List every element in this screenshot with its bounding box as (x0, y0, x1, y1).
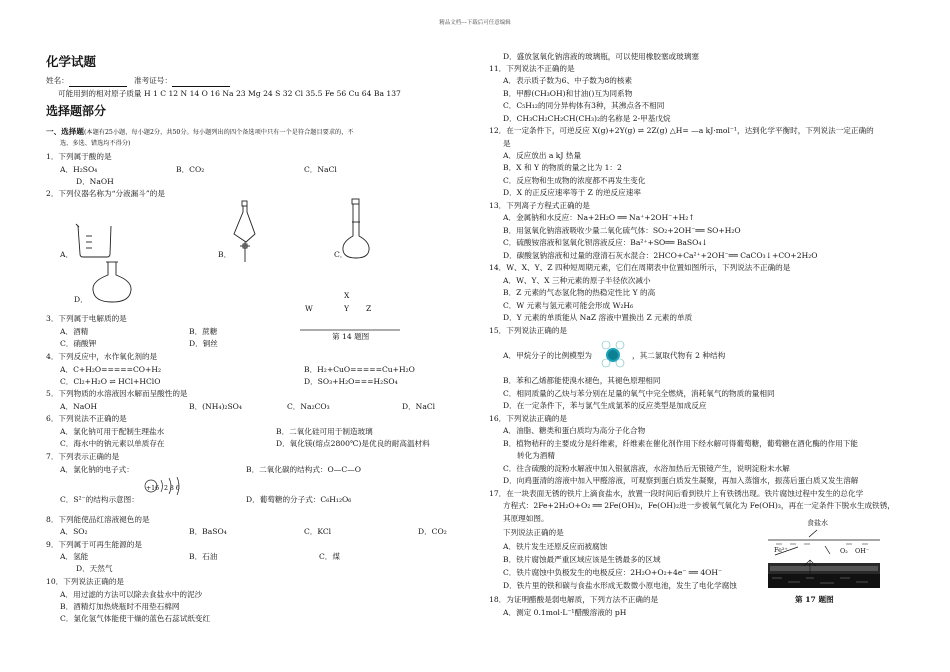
fig17-fe-label: Fe²⁺ (774, 546, 788, 554)
q9-option-d: D．天然气 (76, 564, 113, 573)
q3-stem: 3．下列属于电解质的是 (46, 314, 127, 323)
q14-option-b: B．Z 元素的气态氢化物的热稳定性比 Y 的高 (503, 288, 656, 297)
q1-stem: 1．下列属于酸的是 (46, 152, 112, 161)
q13-option-a: A．金属钠和水反应：Na+2H₂O ══ Na⁺+2OH⁻+H₂↑ (503, 213, 695, 222)
q14-option-a: A．W、Y、X 三种元素的原子半径依次减小 (503, 276, 651, 285)
fig17-o2-label: O₂ (840, 547, 848, 555)
volumetric-flask-icon (343, 199, 369, 258)
q17-option-d: D．铁片里的铁和碳与食盐水形成无数微小原电池，发生了电化学腐蚀 (503, 581, 737, 590)
q11-option-d: D．CH₃CH₂CH₂CH(CH₃)₂的名称是 2-甲基戊烷 (503, 114, 671, 123)
q2-option-a: A． (60, 250, 74, 259)
q2-option-b: B． (218, 250, 232, 259)
q6-stem: 6．下列说法不正确的是 (46, 414, 127, 423)
fig17-salt-label: 食盐水 (807, 519, 828, 527)
fig14-w: W (305, 304, 313, 313)
fig14-x: X (344, 291, 350, 300)
q17-line-3: 其原理如图。 (503, 514, 549, 523)
q3-option-d: D．铜丝 (189, 339, 218, 348)
q7-stem: 7．下列表示正确的是 (46, 452, 120, 461)
q8-option-d: D．CO₂ (418, 527, 447, 536)
q9-stem: 9．下列属于可再生能源的是 (46, 540, 142, 549)
q8-option-a: A．SO₂ (60, 527, 88, 536)
q2-option-c: C． (334, 250, 348, 259)
q9-option-c: C．煤 (319, 552, 340, 561)
q10-stem: 10．下列说法正确的是 (46, 577, 125, 586)
fig17-oh-label: OH⁻ (855, 547, 870, 555)
q15-option-c: C．相同质量的乙炔与苯分别在足量的氧气中完全燃烧，消耗氧气的物质的量相同 (503, 389, 775, 398)
q7-option-a: A．氯化钠的电子式： (60, 465, 134, 474)
fig14-caption: 第 14 题图 (332, 332, 370, 341)
q17-line-2: 方程式：2Fe+2H₂O+O₂ ══ 2Fe(OH)₂，Fe(OH)₂进一步被氧气氧化为 Fe(OH)₃，再在一定条件下脱水生成铁锈， (503, 501, 895, 510)
fig14-z: Z (366, 304, 372, 313)
q4-option-d: D．SO₃+H₂O===H₂SO₄ (304, 377, 398, 386)
q11-option-c: C．C₅H₁₂的同分异构体有3种，其沸点各不相同 (503, 101, 665, 110)
rust-diagram (768, 530, 880, 588)
header-note: 精品文档---下载后可任意编辑 (439, 20, 511, 26)
q17-option-a: A．铁片发生还原反应而被腐蚀 (503, 542, 608, 551)
q1-option-a: A．H₂SO₄ (60, 165, 98, 174)
q3-option-a: A．酒精 (60, 327, 89, 336)
q6-option-d: D．氧化镁(熔点2800℃)是优良的耐高温材料 (276, 439, 430, 448)
q17-stem: 下列说法正确的是 (503, 528, 564, 537)
round-bottom-flask-icon (93, 262, 131, 302)
q13-option-d: D．碳酸氢钠溶液和过量的澄清石灰水混合：2HCO+Ca²⁺+2OH⁻══ CaCO₃↓+CO+2H₂O (503, 251, 818, 260)
q8-stem: 8．下列能使品红溶液褪色的是 (46, 515, 150, 524)
q11-option-b: B．甲醇(CH₃OH)和甘油()互为同系物 (503, 89, 633, 98)
q18-option-a: A．测定 0.1mol·L⁻¹醋酸溶液的 pH (503, 608, 627, 617)
s2-structure-diagram (145, 477, 179, 495)
q7-option-b: B．二氧化碳的结构式：O—C—O (246, 465, 361, 474)
q12-option-c: C．反应物和生成物的浓度都不再发生变化 (503, 176, 646, 185)
q12-stem-cont: 是 (503, 139, 511, 148)
q5-option-a: A．NaOH (60, 402, 98, 411)
q5-option-c: C．Na₂CO₃ (287, 402, 330, 411)
methane-model-icon (602, 341, 624, 367)
q6-option-c: C．海水中的钠元素以单质存在 (60, 439, 165, 448)
left-figures (0, 0, 470, 672)
q7-option-d: D．葡萄糖的分子式：C₆H₁₂O₆ (246, 495, 352, 504)
q17-line-1: 17．在一块表面无锈的铁片上滴食盐水，放置一段时间后看到铁片上有铁锈出现。铁片腐蚀过程中发生的总化学 (489, 489, 864, 498)
q4-stem: 4．下列反应中，水作氧化剂的是 (46, 352, 158, 361)
q15-option-a-1: A．甲烷分子的比例模型为 (503, 351, 593, 360)
q8-option-c: C．KCl (304, 527, 332, 536)
ticket-label: 准考证号： (134, 76, 172, 85)
q11-stem: 11．下列说法不正确的是 (489, 64, 575, 73)
q5-option-d: D．NaCl (402, 402, 436, 411)
q3-option-c: C．硝酸钾 (60, 339, 97, 348)
q17-option-c: C．铁片腐蚀中负极发生的电极反应：2H₂O+O₂+4e⁻ ══ 4OH⁻ (503, 568, 723, 577)
fig17-caption: 第 17 题图 (795, 595, 834, 604)
name-label: 姓名： (46, 76, 69, 85)
q14-option-d: D．Y 元素的单质能从 NaZ 溶液中置换出 Z 元素的单质 (503, 313, 693, 322)
q16-stem: 16．下列说法正确的是 (489, 414, 568, 423)
q16-option-a: A．油脂、糖类和蛋白质均为高分子化合物 (503, 426, 646, 435)
q16-option-d: D．向鸡蛋清的溶液中加入甲醛溶液，可观察到蛋白质发生凝聚，再加入蒸馏水，振荡后蛋白质又发生溶解 (503, 476, 859, 485)
q13-stem: 13．下列离子方程式正确的是 (489, 201, 590, 210)
q5-option-b: B．(NH₄)₂SO₄ (189, 402, 242, 411)
q6-option-a: A．氯化钠可用于配制生理盐水 (60, 427, 165, 436)
section-title: 选择题部分 (46, 104, 107, 118)
beaker-icon (76, 224, 111, 257)
exam-title: 化学试题 (46, 54, 97, 69)
q10-option-a: A．用过滤的方法可以除去食盐水中的泥沙 (60, 590, 203, 599)
s2-nucleus: +16 (146, 485, 160, 492)
q16-option-b-cont: 转化为酒精 (517, 451, 555, 460)
q4-option-c: C．Cl₂+H₂O ⇌ HCl+HClO (60, 377, 161, 386)
q13-option-c: C．硫酸铵溶液和氢氧化钡溶液反应：Ba²⁺+SO══ BaSO₄↓ (503, 238, 708, 247)
q11-option-a: A．表示质子数为6、中子数为8的核素 (503, 76, 633, 85)
s2-shells: 2 8 6 (164, 485, 180, 492)
q1-option-c: C．NaCl (304, 165, 337, 174)
q9-option-a: A．氢能 (60, 552, 89, 561)
q15-option-b: B．苯和乙烯都能使溴水褪色，其褪色原理相同 (503, 376, 661, 385)
q7-option-c: C．S²⁻的结构示意图： (60, 495, 139, 504)
q12-option-d: D．X 的正反应速率等于 Z 的逆反应速率 (503, 188, 641, 197)
fig14-y: Y (344, 304, 350, 313)
q1-option-d: D．NaOH (76, 177, 114, 186)
q4-option-a: A．C+H₂O=====CO+H₂ (60, 365, 162, 374)
q12-option-a: A．反应放出 a kJ 热量 (503, 151, 582, 160)
atomic-masses: 可能用到的相对原子质量 H 1 C 12 N 14 O 16 Na 23 Mg 24 S 32 Cl 35.5 Fe 56 Cu 64 Ba 137 (58, 89, 401, 98)
q1-option-b: B．CO₂ (176, 165, 205, 174)
separatory-funnel-icon (234, 201, 255, 262)
q8-option-b: B．BaSO₄ (189, 527, 227, 536)
q14-option-c: C．W 元素与氢元素可能会形成 W₂H₆ (503, 301, 634, 310)
right-figures (470, 0, 940, 672)
q3-option-b: B．蔗糖 (189, 327, 218, 336)
q15-option-d: D．在一定条件下，苯与氯气生成氯苯的反应类型是加成反应 (503, 401, 707, 410)
q2-option-d: D． (74, 295, 88, 304)
q15-option-a-2: ，其二氯取代物有 2 种结构 (632, 351, 726, 360)
q9-option-b: B．石油 (189, 552, 218, 561)
q10-option-d: D．盛放氢氧化钠溶液的玻璃瓶，可以使用橡胶塞或玻璃塞 (503, 52, 699, 61)
q14-stem: 14．W、X、Y、Z 四种短周期元素，它们在周期表中位置如图所示，下列说法不正确的是 (489, 263, 791, 272)
q15-stem: 15．下列说法正确的是 (489, 326, 568, 335)
instruction-bold: 一、选择题 (46, 127, 84, 136)
q16-option-c: C．往含硫酸的淀粉水解液中加入银氨溶液，水浴加热后无银镜产生，说明淀粉未水解 (503, 464, 790, 473)
q10-option-b: B．酒精灯加热烧瓶时不用垫石棉网 (60, 602, 180, 611)
q13-option-b: B．用氢氧化钠溶液吸收少量二氧化硫气体：SO₂+2OH⁻══ SO+H₂O (503, 226, 741, 235)
q18-stem: 18．为证明醋酸是弱电解质，下列方法不正确的是 (489, 595, 659, 604)
q12-stem: 12．在一定条件下，可逆反应 X(g)+2Y(g) ⇌ 2Z(g) △H= —a kJ·mol⁻¹，达到化学平衡时，下列说法一定正确的 (489, 126, 874, 135)
q16-option-b: B．植物秸秆的主要成分是纤维素，纤维素在催化剂作用下经水解可得葡萄糖，葡萄糖在酒化酶的作用下能 (503, 439, 858, 448)
q17-option-b: B．铁片腐蚀最严重区域应该是生锈最多的区域 (503, 555, 661, 564)
q12-option-b: B．X 和 Y 的物质的量之比为 1：2 (503, 163, 622, 172)
instruction-line-1: 一、选择题(本题有25小题，每小题2分，共50分。每小题列出的四个备选项中只有一个是符合题目要求的，不 (46, 127, 354, 136)
instruction-line-2: 选、多选、错选均不得分) (60, 140, 131, 147)
q10-option-c: C．氯化氢气体能使干燥的蓝色石蕊试纸变红 (60, 614, 211, 623)
q4-option-b: B．H₂+CuO=====Cu+H₂O (304, 365, 415, 374)
q2-stem: 2．下列仪器名称为“分液漏斗”的是 (46, 189, 165, 198)
q6-option-b: B．二氧化硅可用于制造玻璃 (276, 427, 373, 436)
q5-stem: 5．下列物质的水溶液因水解而呈酸性的是 (46, 389, 188, 398)
